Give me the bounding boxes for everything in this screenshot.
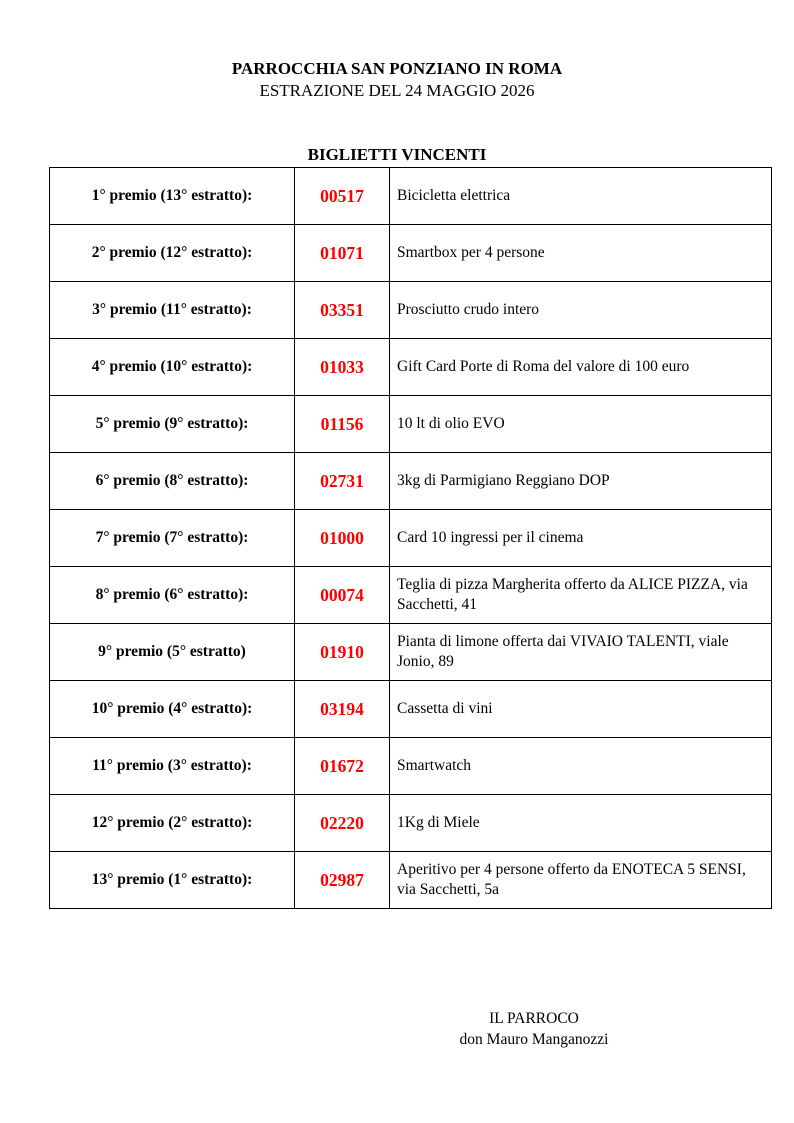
ticket-number: 03351 (295, 282, 390, 339)
prize-description: Smartwatch (390, 738, 772, 795)
ticket-number: 01672 (295, 738, 390, 795)
table-row (50, 225, 772, 282)
ticket-number: 01033 (295, 339, 390, 396)
prize-rank: 12° premio (2° estratto): (50, 795, 295, 852)
table-row (50, 453, 772, 510)
prize-rank: 13° premio (1° estratto): (50, 852, 295, 909)
table-row (50, 168, 772, 225)
prize-rank: 3° premio (11° estratto): (50, 282, 295, 339)
table-title: BIGLIETTI VINCENTI (307, 145, 487, 164)
ticket-number: 03194 (295, 681, 390, 738)
parish-name: PARROCCHIA SAN PONZIANO IN ROMA (231, 59, 563, 78)
prize-description: Smartbox per 4 persone (390, 225, 772, 282)
prize-rank: 4° premio (10° estratto): (50, 339, 295, 396)
ticket-number: 02220 (295, 795, 390, 852)
prize-description: Cassetta di vini (390, 681, 772, 738)
table-row (50, 624, 772, 681)
ticket-number: 02731 (295, 453, 390, 510)
table-row (50, 795, 772, 852)
prize-rank: 1° premio (13° estratto): (50, 168, 295, 225)
document-header (0, 58, 794, 102)
table-row (50, 681, 772, 738)
signature-role: IL PARROCO (489, 1010, 579, 1027)
prize-rank: 11° premio (3° estratto): (50, 738, 295, 795)
prize-description: Prosciutto crudo intero (390, 282, 772, 339)
prize-description: Aperitivo per 4 persone offerto da ENOTECA 5 SENSI, via Sacchetti, 5a (390, 852, 772, 909)
ticket-number: 02987 (295, 852, 390, 909)
prize-description: 3kg di Parmigiano Reggiano DOP (390, 453, 772, 510)
prize-rank: 6° premio (8° estratto): (50, 453, 295, 510)
prize-rank: 8° premio (6° estratto): (50, 567, 295, 624)
winning-tickets-table (49, 167, 772, 909)
draw-date: ESTRAZIONE DEL 24 MAGGIO 2026 (259, 81, 535, 100)
prize-rank: 2° premio (12° estratto): (50, 225, 295, 282)
signature-block (434, 1008, 634, 1050)
ticket-number: 01156 (295, 396, 390, 453)
table-row (50, 567, 772, 624)
table-row (50, 339, 772, 396)
table-row (50, 510, 772, 567)
prize-description: Gift Card Porte di Roma del valore di 100 euro (390, 339, 772, 396)
prize-description: 1Kg di Miele (390, 795, 772, 852)
prize-description: Teglia di pizza Margherita offerto da ALICE PIZZA, via Sacchetti, 41 (390, 567, 772, 624)
ticket-number: 01000 (295, 510, 390, 567)
prize-rank: 7° premio (7° estratto): (50, 510, 295, 567)
ticket-number: 01910 (295, 624, 390, 681)
prize-description: Bicicletta elettrica (390, 168, 772, 225)
prize-rank: 9° premio (5° estratto) (50, 624, 295, 681)
prize-description: Pianta di limone offerta dai VIVAIO TALENTI, viale Jonio, 89 (390, 624, 772, 681)
table-row (50, 852, 772, 909)
ticket-number: 01071 (295, 225, 390, 282)
ticket-number: 00517 (295, 168, 390, 225)
signature-name: don Mauro Manganozzi (459, 1031, 609, 1048)
prize-description: Card 10 ingressi per il cinema (390, 510, 772, 567)
table-row (50, 738, 772, 795)
table-row (50, 396, 772, 453)
table-row (50, 282, 772, 339)
prize-rank: 10° premio (4° estratto): (50, 681, 295, 738)
prize-description: 10 lt di olio EVO (390, 396, 772, 453)
prize-rank: 5° premio (9° estratto): (50, 396, 295, 453)
ticket-number: 00074 (295, 567, 390, 624)
